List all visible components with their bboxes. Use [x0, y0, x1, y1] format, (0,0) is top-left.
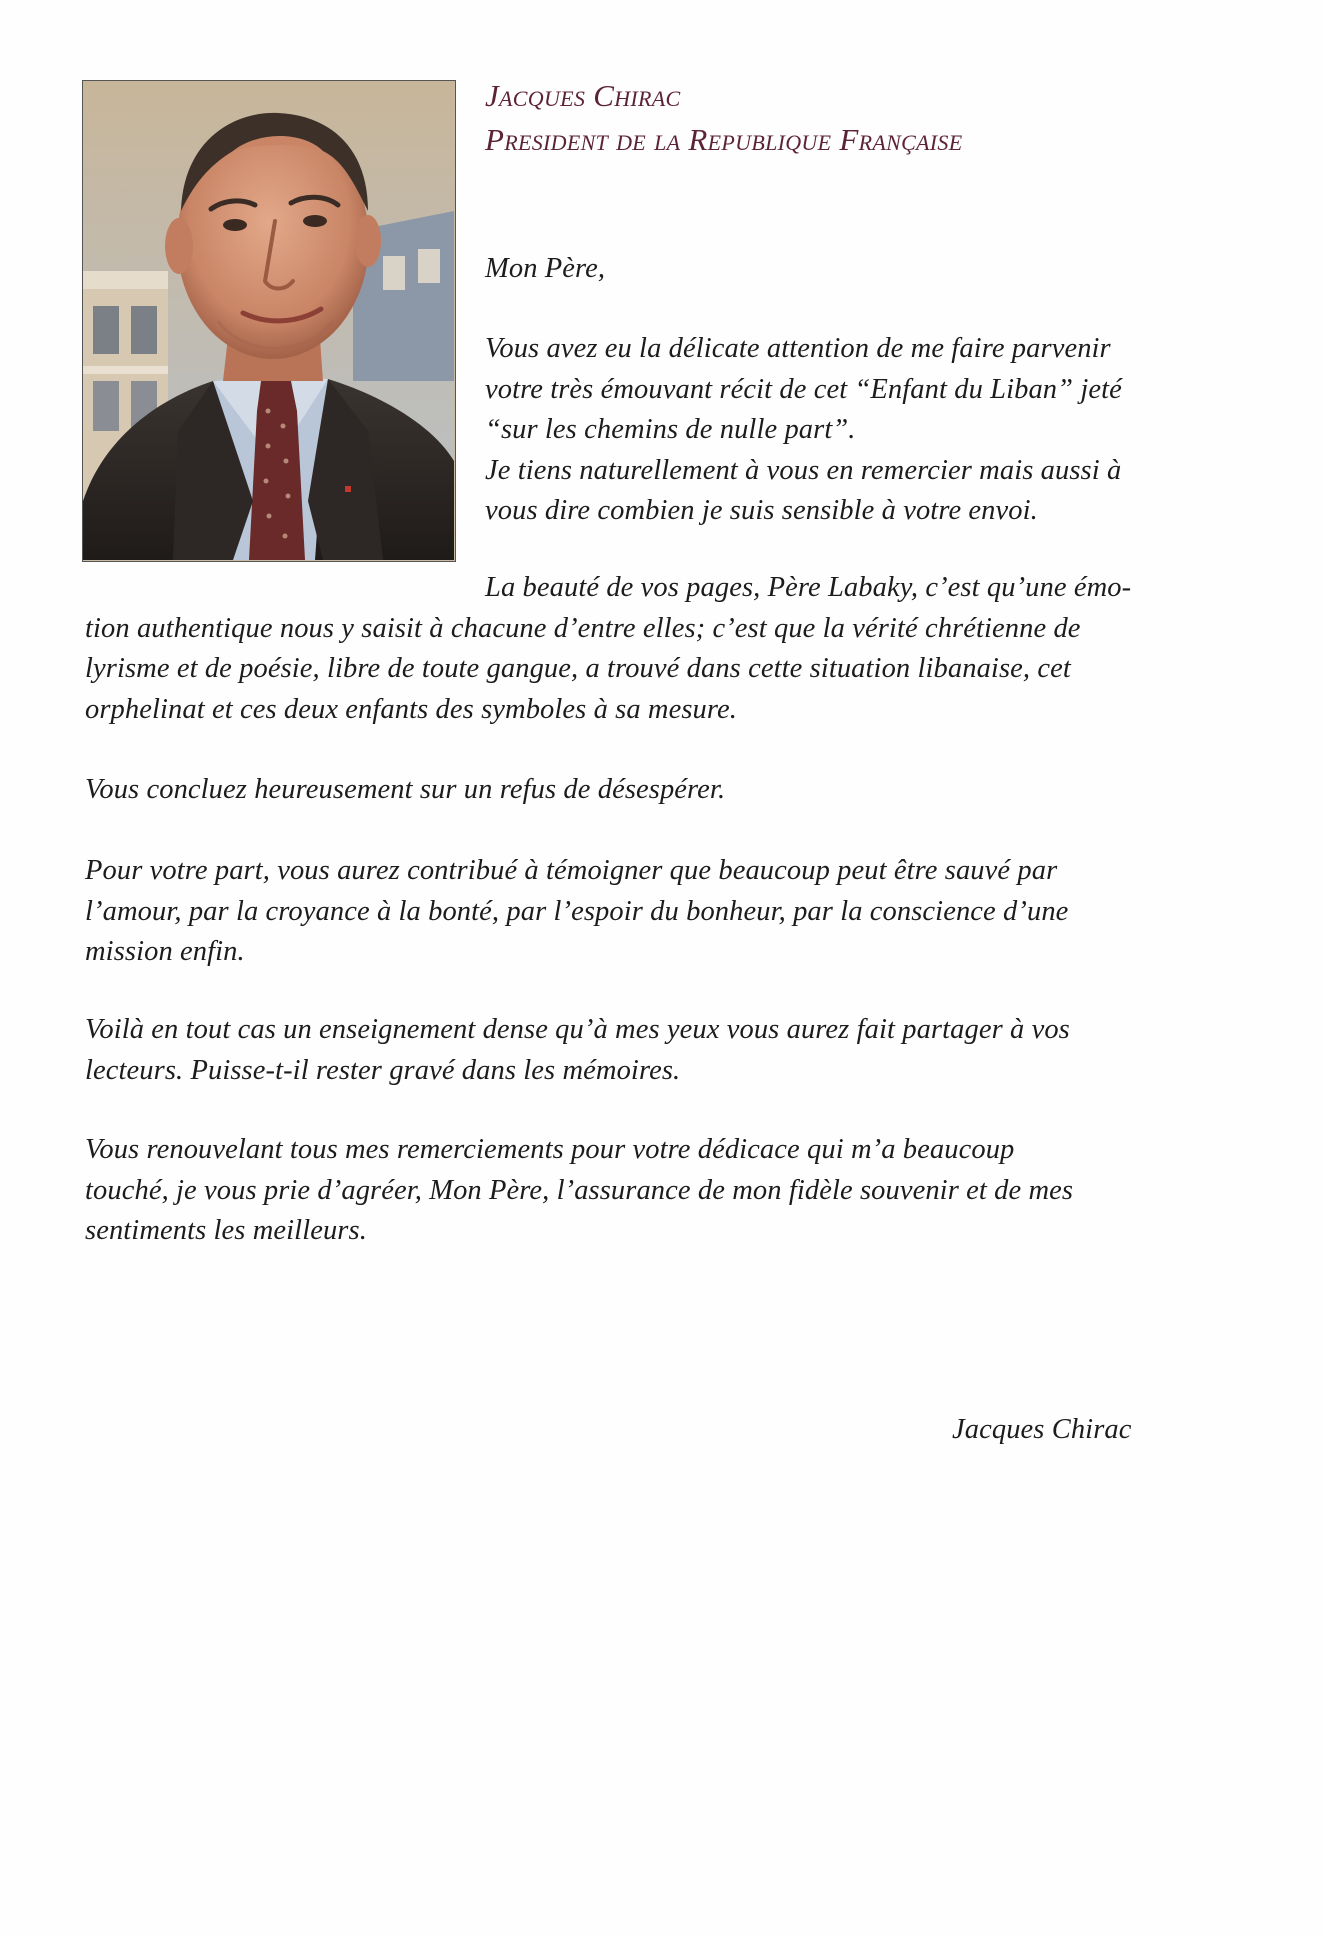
paragraph-line: La beauté de vos pages, Père Labaky, c’est qu’une émo-	[485, 572, 1132, 603]
paragraph-4	[85, 851, 1068, 973]
salutation: Mon Père,	[485, 253, 606, 284]
paragraph-line: orphelinat et ces deux enfants des symboles à sa mesure.	[85, 693, 737, 725]
paragraph-line: Je tiens naturellement à vous en remercier mais aussi à	[485, 454, 1122, 486]
paragraph-line: tion authentique nous y saisit à chacune d’entre elles; c’est que la vérité chrétienne de	[85, 612, 1081, 644]
signature: Jacques Chirac	[952, 1414, 1132, 1445]
paragraph-5	[85, 1010, 1070, 1091]
paragraph-line: mission enfin.	[85, 936, 245, 967]
paragraph-2	[85, 568, 1131, 730]
paragraph-line: Vous concluez heureusement sur un refus de désespérer.	[85, 774, 726, 805]
paragraph-6	[85, 1130, 1073, 1252]
paragraph-line: lyrisme et de poésie, libre de toute gangue, a trouvé dans cette situation libanaise, cet	[85, 653, 1071, 684]
paragraph-line: Vous avez eu la délicate attention de me faire parvenir	[485, 333, 1111, 364]
paragraph-line: vous dire combien je suis sensible à votre envoi.	[485, 495, 1038, 526]
letter-header	[485, 74, 1245, 162]
sender-name: Jacques Chirac	[485, 78, 681, 113]
portrait-photo	[82, 80, 456, 562]
paragraph-line: lecteurs. Puisse-t-il rester gravé dans les mémoires.	[85, 1054, 681, 1086]
paragraph-line: Pour votre part, vous aurez contribué à témoigner que beaucoup peut être sauvé par	[85, 855, 1058, 886]
paragraph-1	[485, 329, 1122, 532]
paragraph-line: votre très émouvant récit de cet “Enfant du Liban” jeté	[485, 373, 1122, 405]
paragraph-line: Voilà en tout cas un enseignement dense qu’à mes yeux vous aurez fait partager à vos	[85, 1014, 1070, 1045]
paragraph-3	[85, 770, 725, 811]
paragraph-line: “sur les chemins de nulle part”.	[485, 414, 856, 445]
paragraph-line: sentiments les meilleurs.	[85, 1215, 367, 1246]
sender-title: President de la Republique Française	[485, 122, 963, 157]
paragraph-line: l’amour, par la croyance à la bonté, par l’espoir du bonheur, par la conscience d’une	[85, 895, 1069, 927]
paragraph-line: Vous renouvelant tous mes remerciements pour votre dédicace qui m’a beaucoup	[85, 1134, 1015, 1165]
portrait-illustration	[83, 81, 454, 560]
paragraph-line: touché, je vous prie d’agréer, Mon Père, l’assurance de mon fidèle souvenir et de mes	[85, 1174, 1074, 1206]
